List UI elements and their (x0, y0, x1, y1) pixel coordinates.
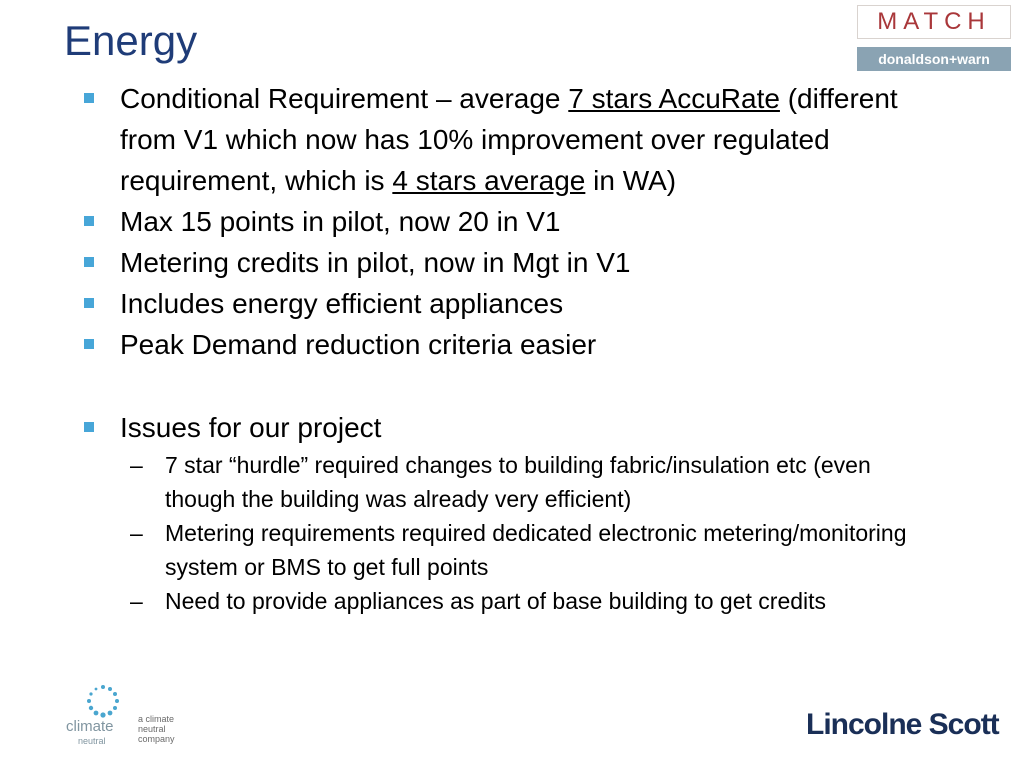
bullet-text-part: Conditional Requirement – average (120, 83, 569, 114)
sub-bullet-text: Metering requirements required dedicated electronic metering/monitoring system or BMS to get full points (165, 520, 907, 580)
underlined-text: 4 stars average (392, 165, 586, 196)
bullet-item (78, 78, 938, 201)
sub-bullet-item (78, 516, 938, 584)
bullet-text: Includes energy efficient appliances (120, 288, 564, 319)
square-bullet-icon (84, 339, 94, 349)
match-logo-text: MATCH (857, 5, 1011, 39)
dash-marker: – (130, 452, 143, 478)
square-bullet-icon (84, 257, 94, 267)
dash-marker: – (130, 588, 143, 614)
climate-word: climate (66, 718, 114, 735)
lincolne-scott-logo: Lincolne Scott (806, 708, 999, 741)
match-logo (857, 5, 1011, 71)
climate-neutral-logo (66, 684, 186, 744)
bullet-item (78, 201, 938, 242)
bullet-text: Max 15 points in pilot, now 20 in V1 (120, 206, 561, 237)
dash-marker: – (130, 520, 143, 546)
bullet-item (78, 242, 938, 283)
square-bullet-icon (84, 93, 94, 103)
sub-bullet-text: Need to provide appliances as part of base building to get credits (165, 588, 827, 614)
slide-title: Energy (64, 17, 198, 64)
bullet-item (78, 324, 938, 365)
sub-bullet-item (78, 448, 938, 516)
neutral-word: neutral (78, 736, 106, 746)
underlined-text: 7 stars AccuRate (568, 83, 780, 114)
square-bullet-icon (84, 216, 94, 226)
bullet-text: Issues for our project (120, 412, 382, 443)
bullet-text: Peak Demand reduction criteria easier (120, 329, 597, 360)
bullet-text: Metering credits in pilot, now in Mgt in V1 (120, 247, 631, 278)
firm-logo-text: donaldson+warn (857, 47, 1011, 71)
climate-tagline: a climate neutral company (138, 714, 175, 744)
sub-bullet-text: 7 star “hurdle” required changes to building fabric/insulation etc (even though the building was already very efficient) (165, 452, 871, 512)
climate-logo-word (66, 720, 114, 748)
bullet-list (78, 78, 938, 618)
square-bullet-icon (84, 298, 94, 308)
dot-circle-icon (86, 684, 120, 718)
square-bullet-icon (84, 422, 94, 432)
bullet-item (78, 283, 938, 324)
bullet-text-part: (different from V1 which now has 10% improvement over regulated requirement, which is (120, 83, 898, 196)
sub-bullet-item (78, 584, 938, 618)
bullet-text-part: in WA) (585, 165, 677, 196)
bullet-item (78, 407, 938, 448)
